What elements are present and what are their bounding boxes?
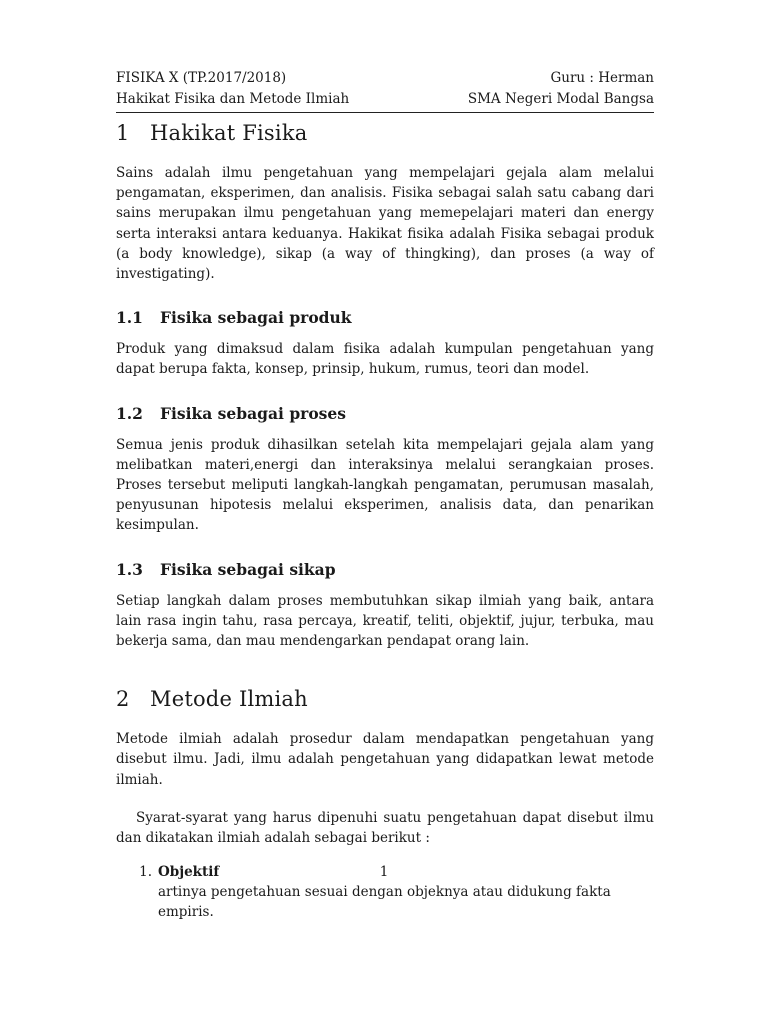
page-number: 1 — [379, 864, 389, 880]
section-2-title: Metode Ilmiah — [150, 687, 308, 712]
section-2-paragraph-1: Metode ilmiah adalah prosedur dalam mendapatkan pengetahuan yang disebut ilmu. Jadi, ilmu adalah pengetahuan yang didapatkan lewat metode ilmiah. — [116, 731, 654, 788]
header-topic: Hakikat Fisika dan Metode Ilmiah — [116, 91, 350, 107]
section-2-number: 2 — [116, 687, 130, 712]
subsection-1-2-title: Fisika sebagai proses — [160, 403, 346, 423]
subsection-1-1-title: Fisika sebagai produk — [160, 308, 352, 328]
running-header — [116, 68, 654, 110]
subsection-1-3-heading — [116, 560, 654, 579]
subsection-1-3-number: 1.3 — [116, 559, 143, 579]
subsection-1-2-heading — [116, 404, 654, 423]
section-1-intro: Sains adalah ilmu pengetahuan yang mempelajari gejala alam melalui pengamatan, eksperimen, dan analisis. Fisika sebagai salah satu cabang dari sains merupakan ilmu pengetahuan yang memepelajari materi dan energy serta interaksi antara keduanya. Hakikat fisika adalah Fisika sebagai produk (a body knowledge), sikap (a way of thingking), dan proses (a way of investigating). — [116, 165, 654, 283]
section-1-heading — [116, 121, 654, 145]
list-item-marker: 1. — [139, 864, 152, 881]
document-page — [116, 68, 654, 922]
subsection-1-3-title: Fisika sebagai sikap — [160, 559, 336, 579]
header-rule — [116, 112, 654, 113]
list-item-term: Objektif — [158, 864, 220, 881]
section-1-title: Hakikat Fisika — [150, 121, 308, 145]
header-right — [468, 68, 654, 110]
header-school: SMA Negeri Modal Bangsa — [467, 91, 654, 107]
subsection-1-1-body: Produk yang dimaksud dalam fisika adalah kumpulan pengetahuan yang dapat berupa fakta, konsep, prinsip, hukum, rumus, teori dan model. — [116, 341, 654, 378]
section-2-heading — [116, 687, 654, 711]
section-1-number: 1 — [116, 121, 130, 145]
header-left — [116, 68, 349, 110]
header-teacher: Guru : Herman — [550, 70, 654, 86]
subsection-1-1-number: 1.1 — [116, 308, 143, 328]
subsection-1-2-number: 1.2 — [116, 403, 143, 423]
list-item-description: artinya pengetahuan sesuai dengan objeknya atau didukung fakta empiris. — [158, 884, 611, 921]
subsection-1-1-heading — [116, 308, 654, 327]
section-2-paragraph-2: Syarat-syarat yang harus dipenuhi suatu pengetahuan dapat disebut ilmu dan dikatakan ilmiah adalah sebagai berikut : — [116, 809, 654, 847]
subsection-1-2-body: Semua jenis produk dihasilkan setelah kita mempelajari gejala alam yang melibatkan materi,energi dan interaksinya melalui serangkaian proses. Proses tersebut meliputi langkah-langkah pengamatan, perumusan masalah, penyusunan hipotesis melalui eksperimen, analisis data, dan penarikan kesimpulan. — [116, 436, 654, 534]
header-course: FISIKA X (TP.2017/2018) — [116, 70, 287, 86]
subsection-1-3-body: Setiap langkah dalam proses membutuhkan sikap ilmiah yang baik, antara lain rasa ingin tahu, rasa percaya, kreatif, teliti, objektif, jujur, terbuka, mau bekerja sama, dan mau mendengarkan pendapat orang lain. — [116, 592, 654, 650]
